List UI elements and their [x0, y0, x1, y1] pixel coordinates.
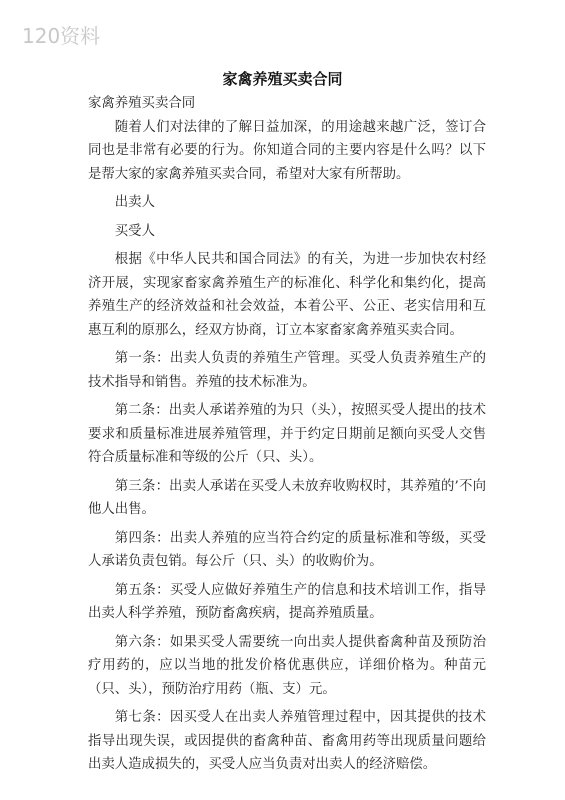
- article-5: 第五条：买受人应做好养殖生产的信息和技术培训工作，指导出卖人科学养殖，预防畜禽疾病，提高养殖质量。: [88, 582, 486, 621]
- article-7: 第七条：因买受人在出卖人养殖管理过程中，因其提供的技术指导出现失误，或因提供的畜禽种苗、畜禽用药等出现质量问题给出卖人造成损失的，买受人应当负责对出卖人的经济赔偿。: [88, 710, 486, 772]
- seller-label: 出卖人: [114, 195, 155, 210]
- article-1: 第一条：出卖人负责的养殖生产管理。买受人负责养殖生产的技术指导和销售。养殖的技术标准为。: [88, 351, 486, 390]
- article-2: 第二条：出卖人承诺养殖的为只（头），按照买受人提出的技术要求和质量标准进展养殖管理，并于约定日期前足额向买受人交售符合质量标准和等级的公斤（只、头）。: [88, 403, 486, 465]
- buyer-label: 买受人: [114, 223, 155, 239]
- article-6: 第六条：如果买受人需要统一向出卖人提供畜禽种苗及预防治疗用药的，应以当地的批发价格优惠供应，详细价格为。种苗元（只、头），预防治疗用药（瓶、支）元。: [88, 634, 486, 697]
- intro-paragraph: 随着人们对法律的了解日益加深，的用途越来越广泛，签订合同也是非常有必要的行为。你知道合同的主要内容是什么吗？以下是帮大家的家禽养殖买卖合同，希望对大家有所帮助。: [88, 119, 486, 182]
- document-title: 家禽养殖买卖合同: [222, 70, 343, 88]
- document-body: [88, 92, 486, 777]
- watermark: 120资料: [22, 24, 101, 48]
- preamble-paragraph: 根据《中华人民共和国合同法》的有关，为进一步加快农村经济开展，实现家畜家禽养殖生产的标准化、科学化和集约化，提高养殖生产的经济效益和社会效益，本着公平、公正、老实信用和互惠互利的原那么，经双方协商，订立本家畜家禽养殖买卖合同。: [88, 252, 486, 338]
- article-4: 第四条：出卖人养殖的应当符合约定的质量标准和等级，买受人承诺负责包销。每公斤（只、头）的收购价为。: [88, 530, 486, 569]
- article-3: 第三条：出卖人承诺在买受人未放弃收购权时，其养殖的’不向他人出售。: [88, 478, 486, 517]
- subtitle-line: 家禽养殖买卖合同: [88, 96, 196, 111]
